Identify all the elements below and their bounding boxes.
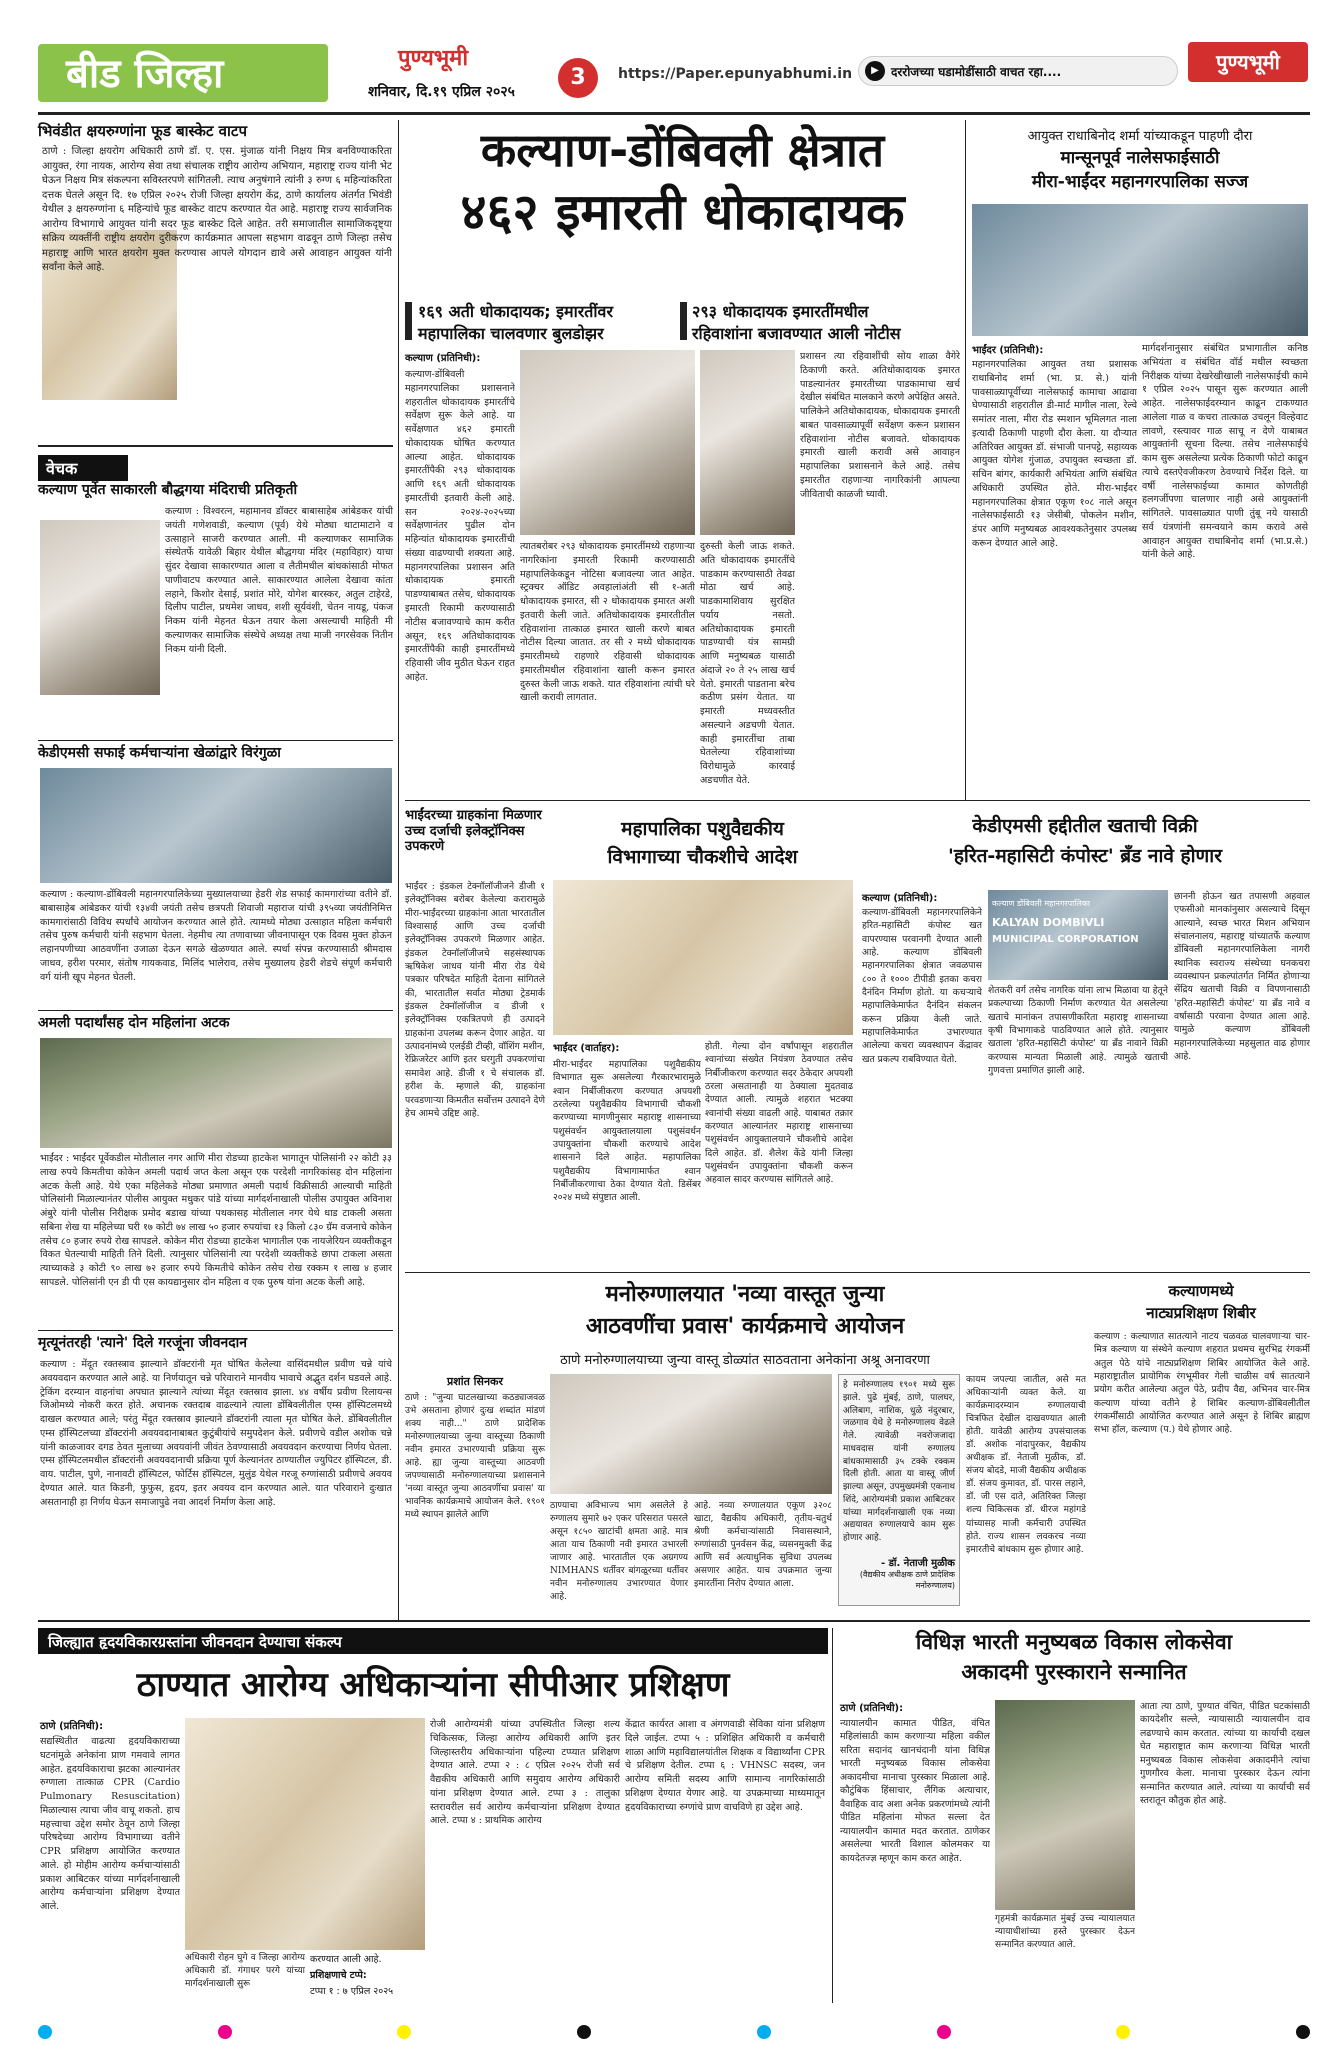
cyan-mark — [38, 2025, 52, 2039]
kdmc-reporter: कल्याण (प्रतिनिधी): — [862, 893, 938, 904]
yellow-mark — [1116, 2025, 1130, 2039]
pashu-title-2: विभागाच्या चौकशीचे आदेश — [607, 846, 798, 868]
manorugna-quote-role: (वैद्यकीय अधीक्षक ठाणे प्रादेशिक मनोरुग्णालय) — [859, 1570, 955, 1590]
lead-building-photo-2 — [700, 350, 795, 535]
divider — [38, 1330, 393, 1331]
lead-sub-1a: १६९ अती धोकादायक; इमारतींवर — [418, 302, 613, 321]
manorugna-byline: प्रशांत सिनकर — [446, 1375, 504, 1388]
section-title: बीड जिल्हा — [66, 51, 224, 97]
mira-reporter: भाईंदर (प्रतिनिधी): — [972, 345, 1044, 356]
cpr-photo — [185, 1718, 425, 1950]
cpr-kicker: जिल्ह्यात हृदयविकारग्रस्तांना जीवनदान देण्याचा संकल्प — [38, 1628, 828, 1654]
pashu-reporter: भाईंदर (वार्ताहर): — [553, 1043, 620, 1054]
lead-headline-1: कल्याण-डोंबिवली क्षेत्रात — [480, 123, 885, 177]
mira-title-1: मान्सूनपूर्व नालेसफाईसाठी — [1060, 148, 1220, 168]
ad-text: दररोजच्या घडामोडींसाठी वाचत रहा.... — [891, 65, 1062, 79]
manorugna-col4: कायम जपल्या जातील, असे मत अधिकाऱ्यांनी व्यक्त केले. या कार्यक्रमादरम्यान रुग्णालयाची चित्रफित देखील दाखवण्यात आली होती. यावेळी आरोग्य उपसंचालक डॉ. अशोक नांदापुरकर, वैद्यकीय अधीक्षक डॉ. नेताजी मुळीक, डॉ. संजय बोदडे, माजी वैद्यकीय अधीक्षक डॉ. संजय कुमावत, डॉ. पारस लहाने, डॉ. जी एस दाते, अतिरिक्त जिल्हा शल्य चिकित्सक डॉ. धीरज महांगडे यांच्यासह माजी कर्मचारी उपस्थित होते. राज्य शासन लवकरच नव्या इमारतीचे बांधकाम सुरू होणार आहे. — [966, 1375, 1086, 1555]
cpr-stage-1: करण्यात आली आहे. — [310, 1954, 382, 1965]
divider — [832, 1628, 833, 2003]
mira-col2: मार्गदर्शनानुसार संबंधित प्रभागातील कनिष्ठ अभियंता व संबंधित वॉर्ड मधील स्वच्छता निरीक्षक यांच्या देखरेखीखाली नालेसफाईची कामे १ एप्रिल २०२५ पासून सुरू करण्यात आली आहेत. नालेसफाईदरम्यान काढून टाकण्यात आलेला गाळ व कचरा तात्काळ उचलून विल्हेवाट लावणे, रस्त्यावर गाळ साचू न देणे याबाबत आयुक्तांनी सूचना दिल्या. तसेच नालेसफाईचे काम सुरू असलेल्या प्रत्येक ठिकाणी फोटो काढून त्याचे दस्तऐवजीकरण ठेवण्याचे निर्देश दिले. या वर्षी नालेसफाईच्या कामात कोणतीही हलगर्जीपणा चालणार नाही असे आयुक्तांनी सांगितले. पावसाळ्यात पाणी तुंबू नये यासाठी सर्व यंत्रणांनी समन्वयाने काम करावे असे आवाहन आयुक्त राधाबिनोद शर्मा (भा.प्र.से.) यांनी केले आहे. — [1142, 343, 1308, 561]
kdmc-title-2: 'हरित-महासिटी कंपोस्ट' ब्रँड नावे होणार — [948, 845, 1222, 867]
paper-logo: पुण्यभूमी — [398, 46, 469, 71]
kdmc-sign-2: KALYAN DOMBIVLI — [992, 916, 1105, 929]
grahak-title: भाईंदरच्या ग्राहकांना मिळणार उच्च दर्जाची इलेक्ट्रॉनिक्स उपकरणे — [405, 808, 542, 855]
lead-headline-2: ४६२ इमारती धोकादायक — [460, 183, 905, 241]
manorugna-col2: ठाण्याचा अविभाज्य भाग असलेले हे रुग्णालय सुमारे ७२ एकर परिसरात पसरले असून १८५० खाटांची क्षमता आहे. मात्र आता याच ठिकाणी नवी इमारत उभारली जाणार आहे. भारतातील एक अग्रगण्य NIMHANS धर्तीवर बांगळूरच्या धर्तीवर नवीन मनोरुग्णालय उभारण्यात येणार आहे. — [550, 1501, 688, 1603]
vechak-s3-title: अमली पदार्थांसह दोन महिलांना अटक — [38, 1015, 230, 1031]
cpr-col2: रोजी आरोग्यमंत्री यांच्या उपस्थितीत जिल्हा शल्य चिकित्सक, जिल्हा आरोग्य अधिकारी आणि इतर जिल्हास्तरीय अधिकाऱ्यांना पहिल्या टप्प्यात प्रशिक्षण देण्यात आले. टप्पा २ : ८ एप्रिल २०२५ रोजी सर्व वैद्यकीय अधिकारी आणि समुदाय आरोग्य अधिकारी यांना प्रशिक्षण देण्यात आले. टप्पा ३ : तालुका स्तरावरील सर्व आरोग्य कर्मचाऱ्यांना प्रशिक्षण देण्यात आले. टप्पा ४ : प्राथमिक आरोग्य — [430, 1719, 620, 1827]
natya-title-1: कल्याणमध्ये — [1168, 1282, 1234, 1300]
natya-body: कल्याण : कल्याणात सातत्याने नाटय चळवळ चालवणाऱ्या चार-मित्र कल्याण या संस्थेने कल्याण शहरात प्रथमच सुरभिद्र रंगकर्मी अतुल पेठे यांचे नाट्यप्रशिक्षण शिबिर आयोजित केले आहे. महाराष्ट्रातील प्रायोगिक रंगभूमीवर गेली चाळीस वर्ष सातत्याने प्रयोग करीत आलेल्या अतुल पेठे, प्रदीप वैद्य, अभिनव चार-मित्र कल्याण यांच्या वतीने हे शिबिर कल्याण-डोंबिवलीतील रंगकर्मींसाठी आयोजित करण्यात आले असून हे शिबिर ब्राह्मण सभा हॉल, कल्याण (प.) येथे होणार आहे. — [1094, 1331, 1310, 1436]
mira-kicker: आयुक्त राधाबिनोद शर्मा यांच्याकडून पाहणी दौरा — [1027, 129, 1253, 144]
manorugna-subtitle: ठाणे मनोरुग्णालयाच्या जुन्या वास्तू डोळ्यांत साठवताना अनेकांना अश्रू अनावरणा — [560, 1353, 930, 1368]
vechak-tag: वेचक — [38, 455, 128, 481]
lead-building-photo — [520, 350, 695, 535]
kdmc-col1: कल्याण-डोंबिवली महानगरपालिकेने हरित-महासिटी कंपोस्ट खत वापरण्यास परवानगी देण्यात आली आहे. कल्याण डोंबिवली महानगरपालिका क्षेत्रात जवळपास ८०० ते १००० टीपीडी इतका कचरा दैनंदिन निर्माण होतो. या कचऱ्याचे महापालिकेमार्फत दैनंदिन संकलन करून प्रक्रिया केली जाते. महापालिकेमार्फत उभारण्यात आलेल्या कचरा व्यवस्थापन केंद्रावर खत प्रकल्प राबविण्यात येतो. — [862, 907, 982, 1065]
magenta-mark — [218, 2025, 232, 2039]
divider — [38, 445, 393, 447]
mira-col1: महानगरपालिका आयुक्त तथा प्रशासक राधाबिनोद शर्मा (भा. प्र. से.) यांनी पावसाळ्यापूर्वीच्या नालेसफाई कामाचा आढावा घेण्यासाठी शहरातील डी-मार्ट मागील नाला, रेल्वे समांतर नाला, मीरा रोड स्मशान भूमिलगत नाला इत्यादी ठिकाणी पाहणी दौरा केला. या दौऱ्यात अतिरिक्त आयुक्त डॉ. संभाजी पानपट्टे, सहाय्यक आयुक्त योगेश गुंजाळ, उपायुक्त स्वच्छता डॉ. सचिन बांगर, कार्यकारी अभियंता आणि संबंधित अधिकारी उपस्थित होते. मीरा-भाईंदर महानगरपालिका क्षेत्रात एकूण १०८ नाले असून नालेसफाईसाठी १३ जेसीबी, पोकलेन मशीन, डंपर आणि मनुष्यबळ आवश्यकतेनुसार उपलब्ध करून देण्यात आले आहे. — [972, 359, 1137, 549]
cpr-reporter: ठाणे (प्रतिनिधी): — [40, 1721, 104, 1732]
vidhidnya-title-2: अकादमी पुरस्काराने सन्मानित — [961, 1660, 1187, 1684]
vidhidnya-title-1: विधिज्ञ भारती मनुष्यबळ विकास लोकसेवा — [915, 1630, 1233, 1654]
lead-col2: त्यातबरोबर २९३ धोकादायक इमारतींमध्ये राहणाऱ्या नागरिकांना इमारती रिकामी करण्यासाठी महापालिकेकडून नोटिसा बजावल्या जात आहेत. स्ट्रक्चर ऑडिट अवहालांअंती सी १-अती धोकादायक इमारत, सी २ धोकादायक इमारत अशी इतवारी केली जाते. अतिधोकादायक इमारतीतील रहिवाशांना तात्काळ इमारत खाली करणे बाबत नोटीस दिल्या जातात. तर सी २ मध्ये धोकादायक इमारतीमध्ये राहणारे रहिवासी धोकादायक इमारतीमधील रहिवाशांना खाली करून इमारत दुरुस्त केली जाऊ शकते. यात रहिवाशांना त्यांची घरे खाली करावी लागतात. — [520, 541, 695, 704]
lead-sub-2b: रहिवाशांना बजावण्यात आली नोटीस — [692, 324, 901, 343]
vechak-s1-photo — [40, 520, 160, 695]
issue-date: शनिवार, दि.१९ एप्रिल २०२५ — [368, 84, 515, 100]
vidhidnya-reporter: ठाणे (प्रतिनिधी): — [840, 1703, 904, 1714]
vidhidnya-col2: आता त्या ठाणे, पुण्यात वंचित, पीडित घटकांसाठी कायदेशीर सल्ले, न्यायासाठी न्यायालयीन दाव लढण्याचे काम करतात. त्यांच्या या कार्याची दखल घेत महाराष्ट्रात काम करणाऱ्या विधिज्ञ भारती मनुष्यबळ विकास लोकसेवा अकादमीने त्यांचा गुणगौरव केला. मानाचा पुरस्कार देऊन त्यांना सन्मानित करण्यात आले. त्यांच्या या कार्याची सर्व स्तरातून कौतुक होत आहे. — [1140, 1701, 1310, 1807]
pashu-dogs-photo — [553, 880, 853, 1035]
vechak-s1-title: कल्याण पूर्वेत साकारली बौद्धगया मंदिराची प्रतिकृती — [38, 482, 298, 498]
left-column-rule — [398, 120, 399, 1620]
page-number: 3 — [558, 58, 598, 98]
magenta-mark — [937, 2025, 951, 2039]
cpr-photo-caption: अधिकारी रोहन घुगे व जिल्हा आरोग्य अधिकारी डॉ. गंगाधर परगे यांच्या मार्गदर्शनाखाली सुरू — [185, 1953, 305, 1990]
vidhidnya-caption: गृहमंत्री कार्यक्रमात मुंबई उच्च न्यायालयात न्यायाधीशांच्या हस्ते पुरस्कार देऊन सन्मानित करण्यात आले. — [995, 1914, 1135, 1951]
kdmc-col2: शेतकरी वर्ग तसेच नागरिक यांना लाभ मिळावा या हेतूने प्रकल्पाच्या ठिकाणी निर्माण करण्यात येत असलेल्या खताचे मानांकन तपासणीकरिता महाराष्ट्र शासनाच्या कृषी विभागाकडे पाठविण्यात आले होते. त्यानुसार खताला 'हरित-महासिटी कंपोस्ट' या ब्रँड नावाने विक्री करण्यास मान्यता मिळाली आहे. त्यामुळे खताची गुणवत्ता प्रमाणित झाली आहे. — [988, 985, 1168, 1077]
vechak-s2-title: केडीएमसी सफाई कर्मचाऱ्यांना खेळांद्वारे विरंगुळा — [38, 745, 281, 761]
paper-url[interactable]: https://Paper.epunyabhumi.in — [618, 66, 853, 82]
pashu-col1: मीरा-भाईंदर महापालिका पशुवैद्यकीय विभागात सुरू असलेल्या गैरकारभारामुळे श्वान निर्बीजीकरण करण्यात अपयशी ठरलेल्या पशुवैद्यकीय विभागाची चौकशी करण्याच्या मागणीनुसार महाराष्ट्र शासनाच्या पशुसंवर्धन आयुक्तालयाला पशुसंवर्धन उपायुक्तांना चौकशी करण्याचे आदेश शासनाने दिले आहेत. महापालिका पशुवैद्यकीय विभागामार्फत श्वान निर्बीजीकरणाचा ठेका देण्यात येतो. डिसेंबर २०२४ मध्ये संपुष्टात आली. — [553, 1059, 701, 1204]
manorugna-photo — [550, 1374, 832, 1494]
vidhidnya-col1: न्यायालयीन कामात पीडित, वंचित महिलांसाठी काम करणाऱ्या महिला वकील सरिता सदानंद खानचंदानी यांना विधिज्ञ भारती मनुष्यबळ विकास लोकसेवा अकादमीचा मानाचा पुरस्कार मिळाला आहे. कौटुंबिक हिंसाचार, लैंगिक अत्याचार, वैवाहिक वाद अशा अनेक प्रकरणांमध्ये त्यांनी पीडित महिलांना मोफत सल्ला देत न्यायालयीन कामात मदत करतात. ठाणेकर असलेल्या भारती विशाल कोलमकर या कायदेतज्ज्ञ म्हणून काम करत आहेत. — [840, 1718, 990, 1864]
story-tb-body: ठाणे : जिल्हा क्षयरोग अधिकारी ठाणे डॉ. ए. एस. मुंजाळ यांनी निक्षय मित्र बनविण्याकरिता आयुक्त, रंगा नायक, आरोग्य सेवा तथा संचालक राष्ट्रीय आरोग्य अभियान, महाराष्ट्र राज्य यांनी भेट घेऊन निक्षय मित्र संकल्पना सविस्तरपणे सांगितली. त्याच अनुषंगाने त्यांनी ३ रुग्ण ६ महिन्यांकरिता दत्तक घेतले असून दि. १७ एप्रिल २०२५ रोजी जिल्हा क्षयरोग केंद्र, ठाणे कार्यालय अंतर्गत भिवंडी येथील ३ क्षयरुग्णांना ६ महिन्यांचे फूड बास्केट वाटप करण्यात येत आहे. महाराष्ट्र राज्य सार्वजनिक आरोग्य विभागाचे आयुक्त यांनी सदर फूड बास्केट दिले आहेत. तरी समाजातील सामाजिकदृष्ट्या सक्रिय व्यक्तींनी राष्ट्रीय क्षयरोग दुरीकरण कार्यक्रमात आपला सहभाग वाढवून ठाणे जिल्हा तसेच महाराष्ट्र आणि भारत क्षयरोग मुक्त करण्यास आपले योगदान द्यावे असे आवाहन आयुक्त यांनी सर्वांना केले आहे. — [42, 146, 392, 273]
play-icon: ▶ — [865, 61, 885, 81]
mira-photo — [972, 204, 1308, 336]
vechak-s1-body: कल्याण : विश्वरत्न, महामानव डॉक्टर बाबासाहेब आंबेडकर यांची जयंती गणेशवाडी, कल्याण (पूर्व) येथे मोठ्या थाटामाटाने व उत्साहाने साजरी करण्यात आली. मी कल्याणकर सामाजिक संस्थेतर्फे यावेळी बिहार येथील बौद्धगया मंदिर (महाविहार) याचा सुंदर देखावा साकारण्यात आला व लैतीमधील बांधकांसाठी मोफत पाणीवाटप करण्यात आले. साकारण्यात आलेला देखावा कांता लहाने, किशोर देसाई, प्रशांत मोरे, योगेश बारस्कर, अतुल टाहेरडे, दिलीप पाटील, प्रथमेश जाधव, शशी सूर्यवंशी, चेतन नायडू, पंकज निकम यांनी मेहनत घेऊन तयार केला असल्याची माहिती मी कल्याणकर सामाजिक संस्थेचे अध्यक्ष तथा माजी नगरसेवक नितीन निकम यांनी दिली. — [165, 506, 393, 655]
divider — [38, 1010, 393, 1011]
yellow-mark — [397, 2025, 411, 2039]
cyan-mark — [757, 2025, 771, 2039]
divider — [405, 302, 412, 340]
manorugna-title-2: आठवणींचा प्रवास' कार्यक्रमाचे आयोजन — [585, 1314, 905, 1339]
manorugna-quote: हे मनोरुग्णालय १९०१ मध्ये सुरू झाले. पुढे मुंबई, ठाणे, पालघर, अलिबाग, नाशिक, धुळे नंदुरबार, जळगाव येथे हे मनोरुग्णालय वेढले गेले. त्यावेळी नवरोजजादा माधवदास यांनी रुग्णालय बांधकामासाठी ३५ टक्के रक्कम दिली होती. आता या वास्तू जीर्ण झाल्या असून, उपमुख्यमंत्री एकनाथ शिंदे, आरोग्यमंत्री प्रकाश आबिटकर यांच्या मार्गदर्शनाखाली एक नव्या अद्ययावत रुग्णालयाचे काम सुरू होणार आहे. — [843, 1380, 955, 1543]
lead-sub-1b: महापालिका चालवणार बुलडोझर — [418, 324, 604, 343]
masthead — [38, 38, 1310, 122]
cpr-col1: सद्यस्थितीत वाढत्या हृदयविकाराच्या घटनांमुळे अनेकांना प्राण गमवावे लागत आहेत. हृदयविकाराचा झटका आल्यानंतर रुग्णाला तात्काळ CPR (Cardio Pulmonary Resuscitation) मिळाल्यास त्याचा जीव वाचू शकतो. हाच महत्त्वाचा उद्देश समोर ठेवून ठाणे जिल्हा परिषदेच्या आरोग्य विभागाच्या वतीने CPR प्रशिक्षण आयोजित करण्यात आले. हो मोहीम आरोग्य कर्मचाऱ्यांसाठी प्रकाश आबिटकर यांच्या मार्गदर्शनाखाली आरोग्य कर्मचाऱ्यांना प्रशिक्षण देण्यात आले. — [40, 1736, 180, 1913]
manorugna-col1: ठाणे : "जुन्या घाटलखाच्या कठड्याजवळ उभे असताना होणारं दुःख शब्दांत मांडणं शक्य नाही..." ठाणे प्रादेशिक मनोरुग्णालयाच्या जुन्या वास्तूच्या ठिकाणी नवीन इमारत उभारण्याची प्रक्रिया सुरू आहे. ह्या जुन्या वास्तूच्या आठवणी जपण्यासाठी मनोरुग्णालयाच्या प्रशासनाने 'नव्या वास्तूत जुन्या आठवणींचा प्रवास' या भावनिक कार्यक्रमाचे आयोजन केले. १९०१ मध्ये स्थापन झालेले आणि — [405, 1393, 545, 1521]
vechak-s4-title: मृत्यूनंतरही 'त्याने' दिले गरजूंना जीवनदान — [38, 1335, 248, 1351]
cpr-col3: केंद्रात कार्यरत आशा व अंगणवाडी सेविका यांना प्रशिक्षण दिले जाईल. टप्पा ५ : प्रशिक्षित अधिकारी व कर्मचारी शाळा आणि महाविद्यालयांतील शिक्षक व विद्यार्थ्यांना CPR चे प्रशिक्षण देतील. टप्पा ६ : VHNSC सदस्य, जन आरोग्य समिती सदस्य आणि सामान्य नागरिकांसाठी प्रशिक्षण देण्यात येणार आहे. या उपक्रमाच्या माध्यमातून हृदयविकाराच्या रुग्णांचे प्राण वाचविणे हा उद्देश आहे. — [625, 1719, 825, 1813]
manorugna-quote-box — [838, 1374, 960, 1606]
vechak-s2-body: कल्याण : कल्याण-डोंबिवली महानगरपालिकेच्या मुख्यालयाच्या हेडरी शेड सफाई कामगारांच्या वतीने डॉ. बाबासाहेब आंबेडकर यांची १३४वी जयंती तसेच छत्रपती शिवाजी महाराज यांची ३९५व्या जयंतीनिमित्त कामगारांसाठी विविध स्पर्धांचे आयोजन करण्यात आले होते. त्यामध्ये मोठ्या उत्साहात महिला कर्मचारी तसेच पुरुष कर्मचारी यांनी सहभाग घेतला. नेहमीच त्या तणावाच्या जीवनापासून एक दिवस मुक्त होऊन लहानपणीच्या आठवणींना उजाळा देऊन सगळे खेळण्यात आले. स्पर्धा संपन्न करण्यासाठी श्रीमदास जाधव, हरीश परमार, संतोष गायकवाड, मिलिंद भालेराव, तसेच मुख्यालय हेडरी शेडचे संपूर्ण कर्मचारी वर्ग यांनी खूप मेहनत घेतली. — [40, 889, 392, 983]
color-registration-marks — [38, 2025, 1310, 2039]
divider — [405, 1272, 1310, 1273]
lead-col1: कल्याण-डोंबिवली महानगरपालिका प्रशासनाने शहरातील धोकादायक इमारतींचे सर्वेक्षण सुरू केले आहे. या सर्वेक्षणात ४६२ इमारती धोकादायक घोषित करण्यात आल्या आहेत. धोकादायक इमारतींपैकी २९३ धोकादायक आणि १६९ अती धोकादायक इमारतींची इतवारी केली आहे. सन २०२४-२०२५च्या सर्वेक्षणानंतर पुढील दोन महिन्यांत धोकादायक इमारतींची संख्या वाढण्याची शक्यता आहे. महानगरपालिका प्रशासन अति धोकादायक इमारती पाडण्याबाबत तसेच, धोकादायक इमारती रिकामी करण्यासाठी नोटीस बजावण्याचे काम करीत असून, १६९ अतिधोकादायक इमारतींपैकी काही इमारतींमध्ये रहिवासी जीव मुठीत घेऊन राहत आहेत. — [405, 369, 515, 683]
mira-title-2: मीरा-भाईंदर महानगरपालिका सज्ज — [1031, 172, 1249, 192]
cpr-stage-3: टप्पा १ : ७ एप्रिल २०२५ — [310, 1986, 394, 1997]
divider — [680, 302, 687, 340]
cpr-title: ठाण्यात आरोग्य अधिकाऱ्यांना सीपीआर प्रशिक्षण — [136, 1665, 730, 1705]
divider — [405, 800, 1310, 801]
brand-right: पुण्यभूमी — [1188, 42, 1308, 82]
lead-col3: दुरुस्ती केली जाऊ शकते. अति धोकादायक इमारतींचे पाडकाम करण्यासाठी तेवढा मोठा खर्च आहे. पाडकामाशिवाय सुरक्षित पर्याय नसतो. अतिधोकादायक इमारती पाडण्याची यंत्र सामग्री आणि मनुष्यबळ यासाठी अंदाजे २० ते २५ लाख खर्च येतो. इमारती पाडताना बरेच कठीण प्रसंग येतात. या इमारती मध्यवस्तीत असल्याने अडचणी येतात. काही इमारतींचा ताबा घेतलेल्या रहिवाशांच्या विरोधामुळे कारवाई अडचणीत येते. — [700, 541, 795, 787]
pashu-title-1: महापालिका पशुवैद्यकीय — [621, 818, 784, 840]
lead-sub-2a: २९३ धोकादायक इमारतींमधील — [692, 302, 869, 321]
vidhidnya-photo — [995, 1700, 1135, 1910]
kdmc-sign-1: कल्याण डोंबिवली महानगरपालिका — [992, 899, 1090, 908]
divider — [965, 120, 966, 800]
grahak-body: भाईंदर : इंडकल टेक्नॉलॉजीजने डीजी १ इलेक्ट्रॉनिक्स बरोबर केलेल्या करारामुळे मीरा-भाईंदरच्या ग्राहकांना आता भारतातील विश्वासार्ह आणि उच्च दर्जाची इलेक्ट्रॉनिक्स उपकरणे मिळणार आहेत. इंडकल टेक्नॉलॉजीजचे सहसंस्थापक ऋषिकेश जाधव यांनी मीरा रोड येथे पत्रकार परिषदेत माहिती देताना सांगितले की, भारतातील सर्वात मोठ्या ट्रेडमार्क इंडकल टेक्नॉलॉजीज व डीजी १ इलेक्ट्रॉनिक्स एकत्रितपणे ही उत्पादने ग्राहकांना उपलब्ध करून देणार आहेत. या उत्पादनांमध्ये एलईडी टीव्ही, वॉशिंग मशीन, रेफ्रिजरेटर आणि इतर घरगुती उपकरणांचा समावेश आहे. डीजी १ चे संचालक डॉ. हरीश के. म्हणाले की, ग्राहकांना परवडणाऱ्या किमतीत सर्वोत्तम उत्पादने देणे हेच आमचे उद्दिष्ट आहे. — [405, 881, 545, 1119]
pashu-col2: होती. गेल्या दोन वर्षांपासून शहरातील श्वानांच्या संख्येत नियंत्रण ठेवण्यात तसेच निर्बीजीकरण करण्यात सदर ठेकेदार अपयशी ठरला असतानाही या ठेक्याला मुदतवाढ देण्यात आली. त्यामुळे शहरात भटक्या श्वानांची संख्या वाढली आहे. याबाबत तक्रार करण्यात आल्यानंतर महाराष्ट्र शासनाच्या पशुसंवर्धन आयुक्तालयाने चौकशीचे आदेश दिले आहेत. डॉ. शैलेश केंडे यांनी जिल्हा पशुसंवर्धन उपायुक्तांना चौकशी करून अहवाल सादर करण्यास सांगितले आहे. — [705, 1041, 853, 1186]
kdmc-title-1: केडीएमसी हद्दीतील खताची विक्री — [972, 815, 1198, 837]
masthead-rule — [38, 112, 1310, 115]
divider — [38, 740, 393, 741]
manorugna-title-1: मनोरुग्णालयात 'नव्या वास्तूत जुन्या — [605, 1282, 885, 1307]
kdmc-sign-3: MUNICIPAL CORPORATION — [992, 934, 1139, 945]
black-mark — [1296, 2025, 1310, 2039]
manorugna-col3: आहे. नव्या रुग्णालयात एकूण ३२०८ खाटा, वैद्यकीय अधिकारी, तृतीय-चतुर्थ श्रेणी कर्मचाऱ्यांसाठी निवासस्थाने, रुग्णांसाठी पुनर्वसन केंद्र, व्यसनमुक्ती केंद्र आणि सर्व अत्याधुनिक सुविधा उपलब्ध असणार आहेत. याच उपक्रमात जुन्या इमारतींना निरोप देण्यात आला. — [694, 1501, 832, 1590]
black-mark — [577, 2025, 591, 2039]
vechak-s2-photo — [40, 768, 392, 883]
kdmc-col3: छाननी होऊन खत तपासणी अहवाल एफसीओ मानकांनुसार असल्याचे दिसून आल्याने, स्वच्छ भारत मिशन अभियान संचालनालय, महाराष्ट्र यांच्यातर्फे कल्याण डोंबिवली महानगरपालिकेला नागरी स्थानिक स्वराज्य संस्थेच्या घनकचरा व्यवस्थापन प्रकल्पांतर्गत निर्मित होणाऱ्या सेंद्रिय खताची विक्री व विपणनासाठी 'हरित-महासिटी कंपोस्ट' या ब्रँड नावे व वर्षासाठी परवाना देण्यात आला आहे. यामुळे कल्याण डोंबिवली महानगरपालिकेच्या महसुलात वाढ होणार आहे. — [1174, 891, 1310, 1063]
divider — [38, 1620, 1310, 1622]
ad-strip — [858, 56, 1178, 86]
vechak-s3-body: भाईंदर : भाईंदर पूर्वेकडील मोतीलाल नगर आणि मीरा रोडच्या हाटकेश भागातून पोलिसांनी २२ कोटी ३३ लाख रुपये किमतीचा कोकेन अमली पदार्थ जप्त केला असून एक परदेशी नागरिकांसह दोन महिलांना अटक केली आहे. येथे एका महिलेकडे मोठ्या प्रमाणात अमली पदार्थ विक्रीसाठी आल्याची माहिती पोलिसांनी मिळाल्यानंतर पोलीस आयुक्त मधुकर पांडे यांच्या मार्गदर्शनाखाली पोलीस उपायुक्त अविनाश अंबुरे यांनी पोलीस निरीक्षक प्रमोद बडाख यांच्या पथकासह मोतीलाल नगर येथे धाड टाकली असता सबिना शेख या महिलेच्या घरी १७ कोटी ७४ लाख ५० हजार रुपयांचा १३ किलो ८३० ग्रॅम वजनाचे कोकेन तसेच ८० हजार रुपये रोख सापडले. कोकेन मीरा रोडच्या हाटकेश भागातील एक नायजेरियन व्यक्तीकडून विकत घेतल्याची माहिती तिने दिली. त्यानुसार पोलिसांनी त्या परदेशी व्यक्तीकडे छापा टाकला असता त्याच्याकडे ३ कोटी ९० लाख ७२ हजार रुपये किमतीचे कोकेन तसेच रोख रक्कम १ लाख ४ हजार सापडले. पोलिसांनी एन डी पी एस कायद्यानुसार दोन महिला व एक पुरुष यांना अटक केली आहे. — [40, 1153, 392, 1288]
vechak-s3-photo — [40, 1038, 392, 1148]
cpr-stage-2: प्रशिक्षणाचे टप्पे: — [310, 1970, 367, 1981]
manorugna-quote-by: - डॉ. नेताजी मुळीक — [880, 1558, 955, 1569]
kdmc-building-photo — [988, 890, 1168, 980]
story-tb-title: भिवंडीत क्षयरुग्णांना फूड बास्केट वाटप — [38, 122, 247, 140]
vechak-s4-body: कल्याण : मेंदूत रक्तस्त्राव झाल्याने डॉक्टरांनी मृत घोषित केलेल्या वासिंदमधील प्रवीण चन्ने यांचे अवयवदान करण्यात आले आहे. या निर्णयातून चन्ने परिवाराने मानवीय भावाचे अद्भुत दर्शन घडवले आहे. ट्रेकिंग दरम्यान वाहनांचा अपघात झाल्याने त्यांच्या मेंदूत रक्तस्राव झाला. ४४ वर्षीय प्रवीण रिलायन्स जिओमध्ये नोकरी करत होते. अचानक रक्तदाब वाढल्याने त्याला डोंबिवलीतील एम्स हॉस्पिटलमध्ये दाखल करण्यात आले; परंतु मेंदूत रक्तस्राव झाल्याने डॉक्टरांनी त्याला मृत घोषित केले. डोंबिवलीतील एम्स हॉस्पिटलच्या डॉक्टरांनी अवयवदानाबाबत कुटुंबीयांचे समुपदेशन केले. प्रवीणचे वडील अशोक चन्ने यांनी काळजावर दगड ठेवत मुलाच्या अवयवांनी जीवंत ठेवण्यासाठी अवयवदान करण्याचा निर्णय घेतला. एम्स हॉस्पिटलमधील डॉक्टरांनी अवयवदानाची प्रक्रिया पूर्ण केल्यानंतर ठाण्यातील ज्युपिटर हॉस्पिटल, डी. वाय. पाटील, पुणे, नानावटी हॉस्पिटल, फोर्टिस हॉस्पिटल, मुलुंड येथेल गरजू रुग्णांसाठी प्रवीणचे अवयव देण्यात आले. यात किडनी, फुफुस, हृदय, इतर अवयव दान करण्यात आले. यात परिवाराने दुःखात असतानाही हा निर्णय घेऊन समाजापुढे नवा आदर्श निर्माण केला आहे. — [40, 1359, 392, 1508]
natya-title-2: नाट्यप्रशिक्षण शिबीर — [1146, 1304, 1256, 1322]
lead-reporter: कल्याण (प्रतिनिधी): — [405, 353, 481, 364]
lead-col4: प्रशासन त्या रहिवाशींची सोय शाळा वैगेरे ठिकाणी करते. अतिधोकादायक इमारत पाडल्यानंतर इमारतीच्या पाडकामाचा खर्च देखील संबंधित मालकाने करणे अपेक्षित असते. पालिकेने अतिधोकादायक, धोकादायक इमारती बाबत पावसाळ्यापूर्वी सर्वेक्षण करून प्रशासन रहिवाशांना नोटीस बजावते. धोकादायक इमारती खाली करावी असे आवाहन महापालिका प्रशासनाने केले आहे. तसेच इमारतीत राहणाऱ्या नागरिकांनी आपल्या जीविताची काळजी घ्यावी. — [800, 351, 960, 500]
